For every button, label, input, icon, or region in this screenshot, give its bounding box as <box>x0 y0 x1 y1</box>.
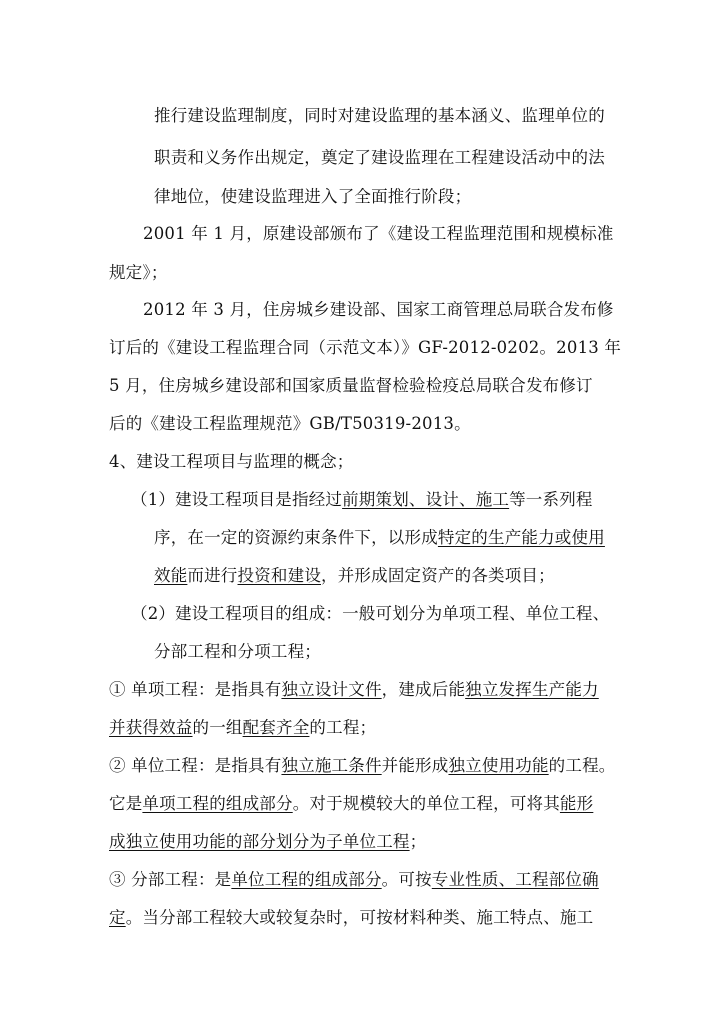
text: 等一系列程 <box>509 490 593 509</box>
text: 的工程。 <box>548 756 616 775</box>
underlined-term: 专业性质、工程部位确 <box>431 870 599 889</box>
definition-2-line-3 <box>109 830 426 854</box>
paragraph-line: 订后的《建设工程监理合同（示范文本）》GF-2012-0202。2013 年 <box>109 338 622 357</box>
text: ② 单位工程：是指具有 <box>109 756 282 775</box>
text: 。当分部工程较大或较复杂时，可按材料种类、施工特点、施工 <box>125 908 594 927</box>
section-heading: 4、建设工程项目与监理的概念； <box>109 452 354 471</box>
text: 而进行 <box>187 566 238 585</box>
definition-1-line-2 <box>109 716 376 740</box>
text: ③ 分部工程：是 <box>109 870 232 889</box>
underlined-term: 并获得效益 <box>109 718 193 737</box>
text: ； <box>409 832 427 851</box>
definition-1-line-1 <box>109 678 599 702</box>
text: 并能形成 <box>381 756 449 775</box>
underlined-term: 独立发挥生产能力 <box>465 680 599 699</box>
item-2-line-2: 分部工程和分项工程； <box>154 642 321 661</box>
paragraph-line: 2012 年 3 月，住房城乡建设部、国家工商管理总局联合发布修 <box>143 300 614 319</box>
text: 。对于规模较大的单位工程，可将其 <box>292 794 560 813</box>
definition-2-line-2 <box>109 792 593 816</box>
text: 它是 <box>109 794 143 813</box>
underlined-term: 前期策划、设计、施工 <box>342 490 510 509</box>
paragraph-line: 推行建设监理制度，同时对建设监理的基本涵义、监理单位的 <box>154 106 605 125</box>
underlined-term: 配套齐全 <box>242 718 310 737</box>
paragraph-line: 2001 年 1 月，原建设部颁布了《建设工程监理范围和规模标准 <box>143 224 614 243</box>
underlined-term: 特定的生产能力或使用 <box>437 528 605 547</box>
underlined-term: 效能 <box>154 566 188 585</box>
definition-3-line-1 <box>109 868 599 892</box>
paragraph-line: 规定》； <box>109 263 168 282</box>
item-1-line-2 <box>154 526 605 550</box>
underlined-term: 独立使用功能 <box>448 756 549 775</box>
item-1-line-1 <box>131 488 593 512</box>
underlined-term: 成独立使用功能的部分划分为子单位工程 <box>109 832 410 851</box>
text: 的工程； <box>309 718 377 737</box>
underlined-term: 投资和建设 <box>237 566 322 585</box>
underlined-term: 单位工程的组成部分 <box>231 870 382 889</box>
definition-3-line-2 <box>109 906 593 930</box>
underlined-term: 定 <box>109 908 126 927</box>
paragraph-line: 职责和义务作出规定，奠定了建设监理在工程建设活动中的法 <box>154 148 605 167</box>
text: ① 单项工程：是指具有 <box>109 680 282 699</box>
text: ，建成后能 <box>381 680 466 699</box>
item-1-line-3 <box>154 564 555 588</box>
underlined-term: 单项工程的组成部分 <box>142 794 293 813</box>
text: 。可按 <box>381 870 432 889</box>
item-2-line-1: （2）建设工程项目的组成：一般可划分为单项工程、单位工程、 <box>131 604 610 623</box>
definition-2-line-1 <box>109 754 615 778</box>
underlined-term: 能形 <box>559 794 594 813</box>
paragraph-line: 5 月，住房城乡建设部和国家质量监督检验检疫总局联合发布修订 <box>109 376 593 395</box>
paragraph-line: 后的《建设工程监理规范》GB/T50319-2013。 <box>109 414 471 433</box>
paragraph-line: 律地位，使建设监理进入了全面推行阶段； <box>154 187 472 206</box>
text: 序，在一定的资源约束条件下，以形成 <box>154 528 438 547</box>
text: （1）建设工程项目是指经过 <box>131 490 343 509</box>
underlined-term: 独立施工条件 <box>281 756 382 775</box>
underlined-term: 独立设计文件 <box>281 680 382 699</box>
text: ，并形成固定资产的各类项目； <box>321 566 555 585</box>
text: 的一组 <box>192 718 243 737</box>
